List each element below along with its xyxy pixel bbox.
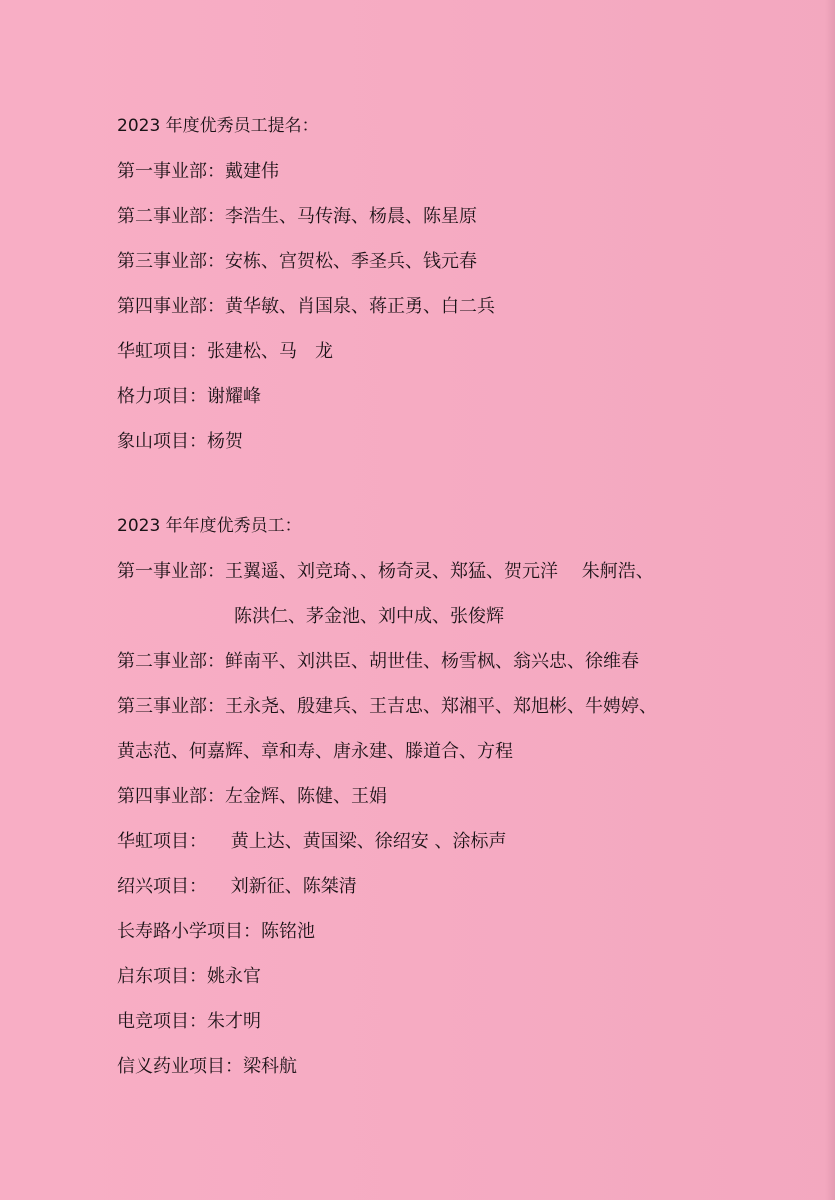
nominee-row-dept3 [117,249,797,275]
row-label: 长寿路小学项目： [117,921,261,942]
row-names: 谢耀峰 [207,386,261,407]
winners-section [117,514,797,1099]
row-names: 王翼遥、刘竞琦、、杨奇灵、郑猛、贺元洋 朱舸浩、 [225,561,654,582]
row-label: 第四事业部： [117,296,225,317]
row-names: 左金辉、陈健、王娟 [225,786,387,807]
row-label: 第二事业部： [117,651,225,672]
nominee-row-xiangshan [117,429,797,455]
row-label: 第二事业部： [117,206,225,227]
winner-row-dept4 [117,784,797,810]
winner-row-qidong [117,964,797,990]
row-names: 李浩生、马传海、杨晨、陈星原 [225,206,477,227]
row-names: 陈洪仁、茅金池、刘中成、张俊辉 [234,606,504,627]
nominee-row-dept4 [117,294,797,320]
winner-row-dept1-continued [117,604,797,630]
row-label: 电竞项目： [117,1011,207,1032]
row-names: 朱才明 [207,1011,261,1032]
row-label: 绍兴项目： [117,876,207,897]
row-names: 刘新征、陈桀清 [207,876,357,897]
winner-row-dept1 [117,559,797,585]
nominees-section [117,114,797,474]
row-names: 张建松、马 龙 [207,341,333,362]
nominee-row-dept1 [117,159,797,185]
row-label: 第三事业部： [117,696,225,717]
row-names: 梁科航 [243,1056,297,1077]
row-names: 安栋、宫贺松、季圣兵、钱元春 [225,251,477,272]
winner-row-shaoxing [117,874,797,900]
row-names: 姚永官 [207,966,261,987]
winners-heading: 2023 年年度优秀员工： [117,516,302,536]
row-names: 鲜南平、刘洪臣、胡世佳、杨雪枫、翁兴忠、徐维春 [225,651,639,672]
row-label: 华虹项目： [117,341,207,362]
nominee-row-dept2 [117,204,797,230]
page-edge-shadow [825,0,835,1200]
row-label: 信义药业项目： [117,1056,243,1077]
row-label: 启东项目： [117,966,207,987]
row-names: 黄华敏、肖国泉、蒋正勇、白二兵 [225,296,495,317]
winner-row-huahong [117,829,797,855]
row-names: 杨贺 [207,431,243,452]
row-label: 第一事业部： [117,561,225,582]
row-names: 王永尧、殷建兵、王吉忠、郑湘平、郑旭彬、牛娉婷、 [225,696,657,717]
winner-row-dept3-continued [117,739,797,765]
row-label: 华虹项目： [117,831,207,852]
nominees-heading: 2023 年度优秀员工提名： [117,116,319,136]
row-names: 黄上达、黄国梁、徐绍安 、涂标声 [207,831,507,852]
winner-row-xinyi [117,1054,797,1080]
row-names: 陈铭池 [261,921,315,942]
row-label: 象山项目： [117,431,207,452]
row-label: 格力项目： [117,386,207,407]
row-label: 第三事业部： [117,251,225,272]
row-names: 黄志范、何嘉辉、章和寿、唐永建、滕道合、方程 [117,741,513,762]
nominee-row-huahong [117,339,797,365]
row-label: 第一事业部： [117,161,225,182]
winner-row-changshoulu [117,919,797,945]
winner-row-dianjing [117,1009,797,1035]
winner-row-dept3 [117,694,797,720]
row-label: 第四事业部： [117,786,225,807]
winner-row-dept2 [117,649,797,675]
row-names: 戴建伟 [225,161,279,182]
nominee-row-geli [117,384,797,410]
